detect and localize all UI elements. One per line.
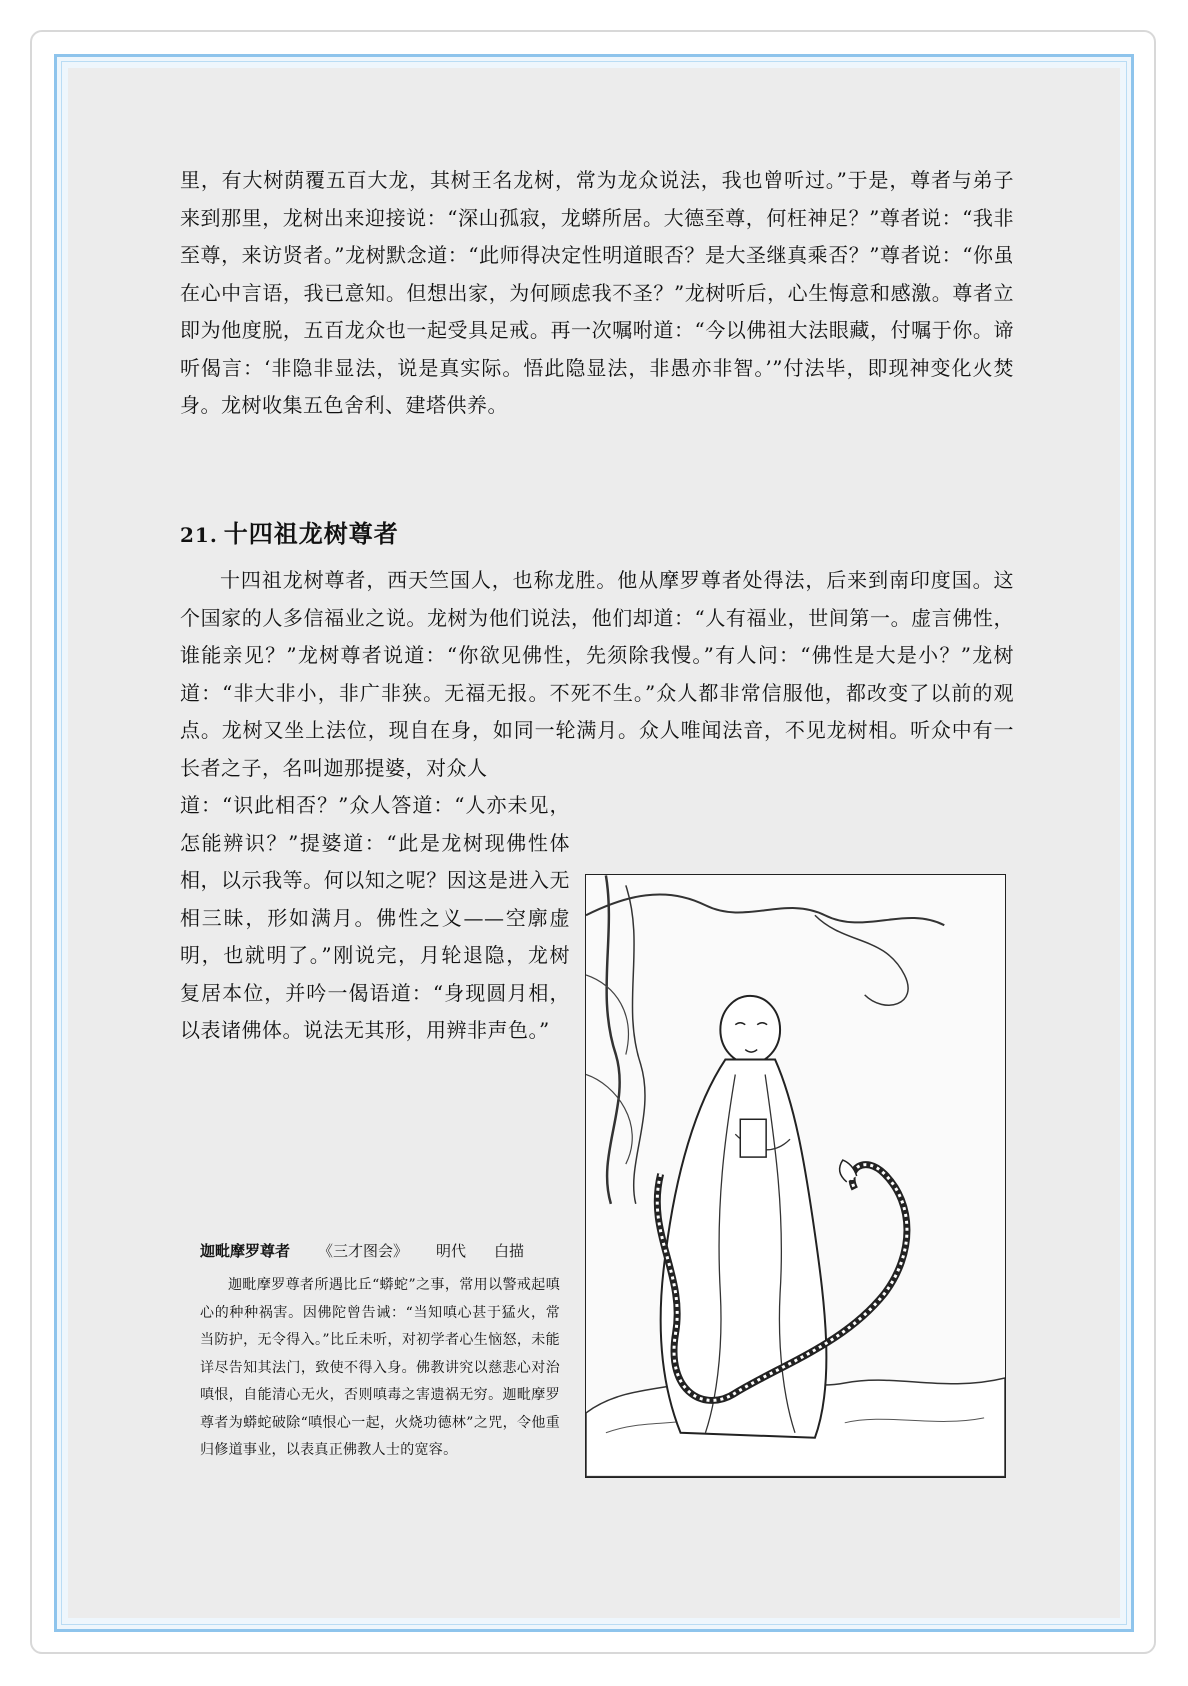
figure-technique: 白描 [494,1242,525,1260]
monk-with-serpent-drawing [586,875,1005,1477]
paragraph-2: 十四祖龙树尊者，西天竺国人，也称龙胜。他从摩罗尊者处得法，后来到南印度国。这个国家的人多信福业之说。龙树为他们说法，他们却道：“人有福业，世间第一。虚言佛性，谁能亲见？”龙树尊者说道：“你欲见佛性，先须除我慢。”有人问：“佛性是大是小？”龙树道：“非大非小，非广非狭。无福无报。不死不生。”众人都非常信服他，都改变了以前的观点。龙树又坐上法位，现自在身，如同一轮满月。众人唯闻法音，不见龙树相。听众中有一长者之子，名叫迦那提婆，对众人 [180,568,1014,780]
figure-caption-body: 迦毗摩罗尊者所遇比丘“蟒蛇”之事，常用以警戒起嗔心的种种祸害。因佛陀曾告诫：“当知嗔心甚于猛火，常当防护，无令得入。”比丘未听，对初学者心生恼怒，未能详尽告知其法门，致使不得入身。佛教讲究以慈悲心对治嗔恨，自能清心无火，否则嗔毒之害遗祸无穷。迦毗摩罗尊者为蟒蛇破除“嗔恨心一起，火烧功德林”之咒，令他重归修道事业，以表真正佛教人士的宽容。 [200,1277,560,1458]
figure-era: 明代 [436,1242,467,1260]
paragraph-3: 道：“识此相否？”众人答道：“人亦未见，怎能辨识？”提婆道：“此是龙树现佛性体相，以示我等。何以知之呢？因这是进入无相三昧，形如满月。佛性之义——空廓虚明，也就明了。”刚说完，月轮退隐，龙树复居本位，并吟一偈语道：“身现圆月相，以表诸佛体。说法无其形，用辨非声色。” [180,793,570,1042]
section-number: 21. [180,523,218,547]
section-title: 十四祖龙树尊者 [223,519,399,548]
figure-caption-title [200,1240,560,1261]
paragraph-1: 里，有大树荫覆五百大龙，其树王名龙树，常为龙众说法，我也曾听过。”于是，尊者与弟子来到那里，龙树出来迎接说：“深山孤寂，龙蟒所居。大德至尊，何枉神足？”尊者说：“我非至尊，来访贤者。”龙树默念道：“此师得决定性明道眼否？是大圣继真乘否？”尊者说：“你虽在心中言语，我已意知。但想出家，为何顾虑我不圣？”龙树听后，心生悔意和感激。尊者立即为他度脱，五百龙众也一起受具足戒。再一次嘱咐道：“今以佛祖大法眼藏，付嘱于你。谛听偈言：‘非隐非显法，说是真实际。悟此隐显法，非愚亦非智。’”付法毕，即现神变化火焚身。龙树收集五色舍利、建塔供养。 [180,168,1014,417]
section-heading [180,514,399,549]
figure-title: 迦毗摩罗尊者 [200,1242,291,1260]
illustration-figure [585,874,1006,1478]
figure-source: 《三才图会》 [318,1242,409,1260]
